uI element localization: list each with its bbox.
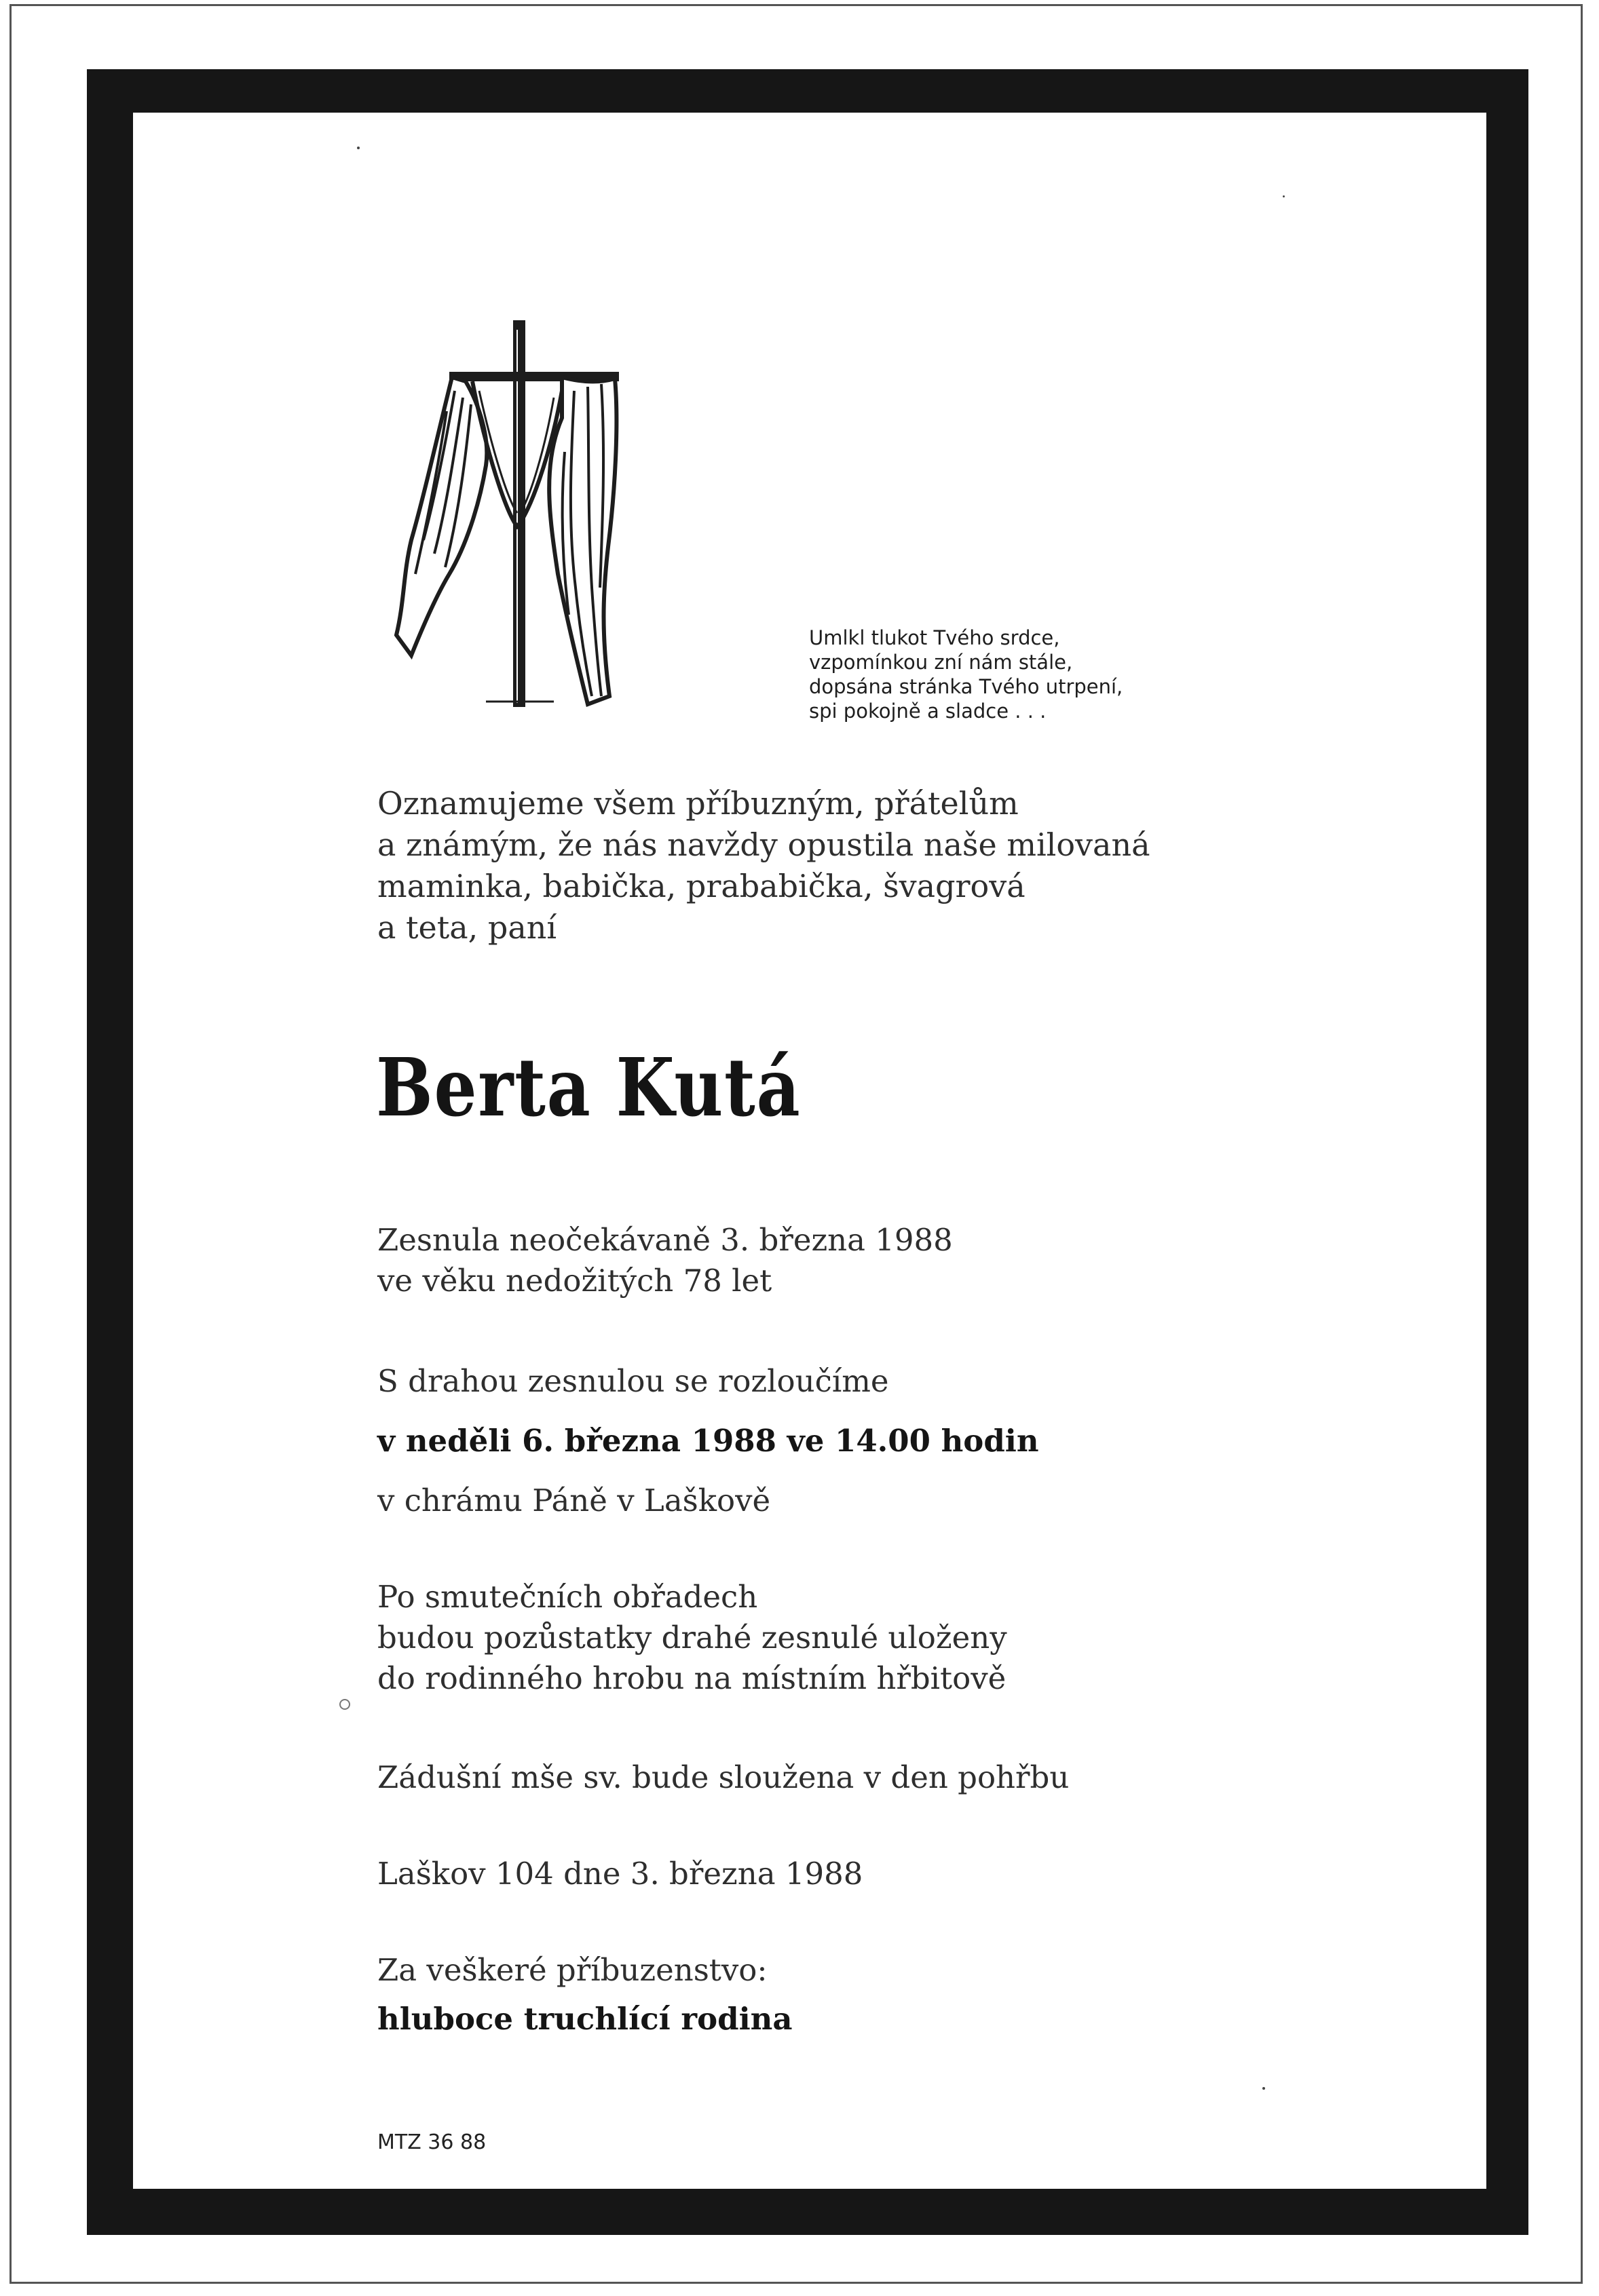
verse-line: Umlkl tlukot Tvého srdce, — [809, 626, 1060, 649]
announcement-line: Oznamujeme všem příbuzným, přátelům — [377, 785, 1019, 822]
verse-line: dopsána stránka Tvého utrpení, — [809, 675, 1123, 698]
burial-line: Po smutečních obřadech — [377, 1579, 758, 1615]
memorial-verse — [809, 626, 1123, 723]
verse-line: vzpomínkou zní nám stále, — [809, 651, 1073, 674]
farewell-datetime: v neděli 6. března 1988 ve 14.00 hodin — [377, 1423, 1039, 1459]
farewell-intro: S drahou zesnulou se rozloučíme — [377, 1363, 889, 1399]
deceased-name: Berta Kutá — [376, 1040, 802, 1134]
announcement-line: maminka, babička, prababička, švagrová — [377, 868, 1026, 904]
print-speck — [339, 1699, 350, 1710]
burial-line: budou pozůstatky drahé zesnulé uloženy — [377, 1620, 1007, 1656]
announcement-line: a teta, paní — [377, 909, 557, 946]
print-speck — [1262, 2087, 1265, 2090]
requiem-mass: Zádušní mše sv. bude sloužena v den pohřbu — [377, 1759, 1070, 1795]
print-speck — [1283, 195, 1285, 197]
cross-with-shroud-icon — [384, 316, 628, 710]
print-code: MTZ 36 88 — [377, 2130, 487, 2154]
announcement-line: a známým, že nás navždy opustila naše milovaná — [377, 826, 1150, 863]
signature-family: hluboce truchlící rodina — [377, 2001, 793, 2037]
print-speck — [357, 147, 360, 149]
farewell-place: v chrámu Páně v Laškově — [377, 1482, 771, 1518]
signature-intro: Za veškeré příbuzenstvo: — [377, 1952, 768, 1988]
announcement-paragraph — [377, 783, 1150, 949]
death-date: Zesnula neočekávaně 3. března 1988 — [377, 1222, 953, 1258]
age-at-death: ve věku nedožitých 78 let — [377, 1263, 772, 1299]
verse-line: spi pokojně a sladce . . . — [809, 700, 1047, 723]
place-date: Laškov 104 dne 3. března 1988 — [377, 1856, 863, 1892]
burial-line: do rodinného hrobu na místním hřbitově — [377, 1660, 1007, 1696]
